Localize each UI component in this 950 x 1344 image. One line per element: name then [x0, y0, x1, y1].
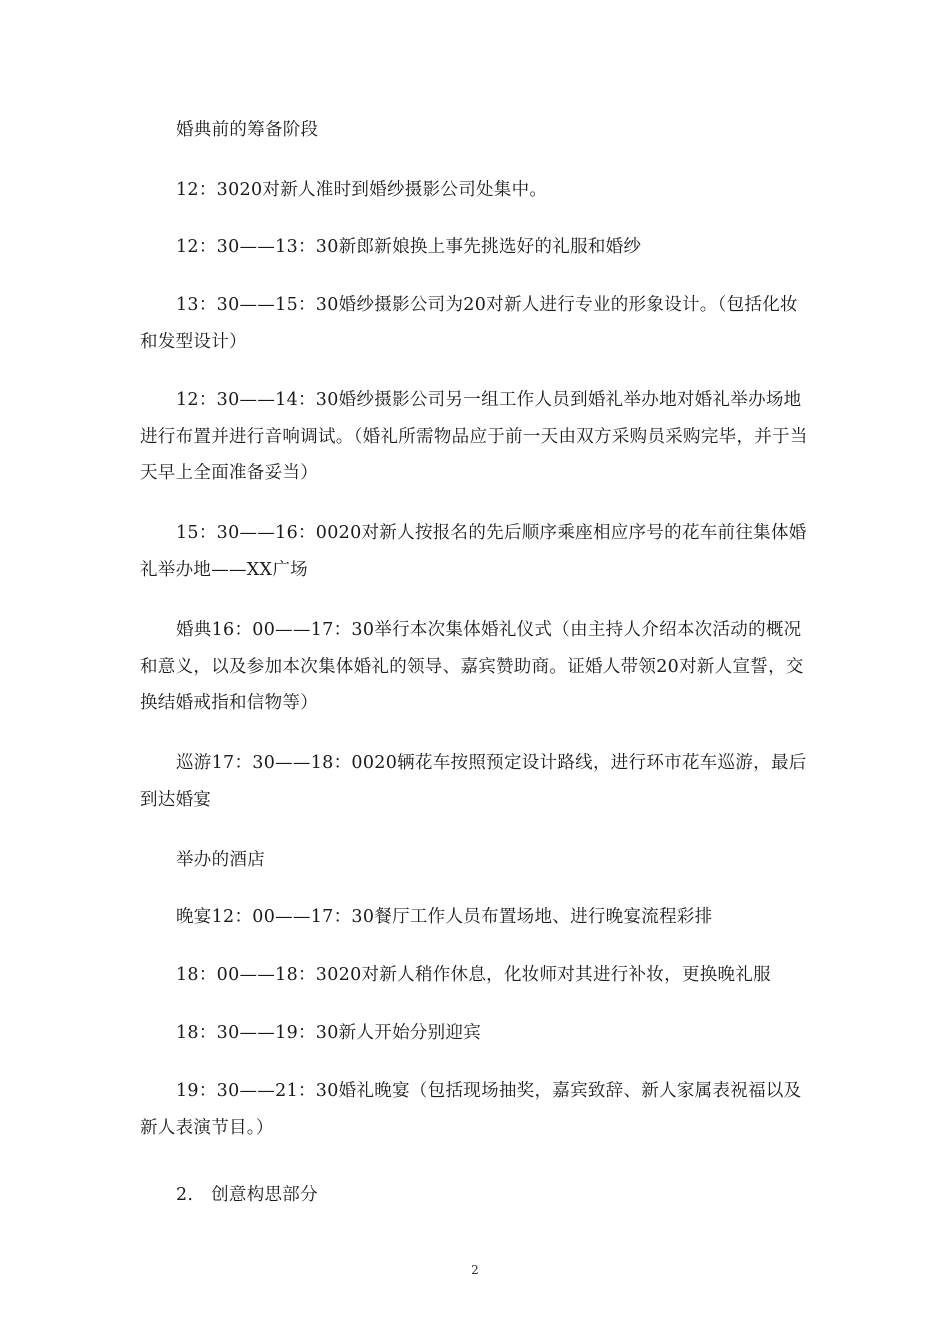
parade-item-continued — [140, 842, 810, 879]
paragraph-text: 晚宴12：00——17：30餐厅工作人员布置场地、进行晚宴流程彩排 — [176, 907, 713, 927]
paragraph-text: 举办的酒店 — [176, 850, 265, 870]
page-number: 2 — [471, 1263, 479, 1277]
schedule-item — [140, 172, 810, 209]
paragraph-text: 巡游17：30——18：0020辆花车按照预定设计路线，进行环市花车巡游，最后到达婚宴 — [140, 753, 807, 810]
schedule-item — [140, 287, 810, 360]
paragraph-text: 12：3020对新人准时到婚纱摄影公司处集中。 — [176, 180, 548, 200]
schedule-item — [140, 229, 810, 266]
banquet-item — [140, 1073, 810, 1146]
paragraph-text: 18：30——19：30新人开始分别迎宾 — [176, 1023, 482, 1043]
paragraph-text: 婚典前的筹备阶段 — [176, 120, 319, 140]
paragraph-text: 婚典16：00——17：30举行本次集体婚礼仪式（由主持人介绍本次活动的概况和意义，以及参加本次集体婚礼的领导、嘉宾赞助商。证婚人带领20对新人宣誓，交换结婚戒指和信物等） — [140, 620, 804, 713]
schedule-item — [140, 515, 810, 588]
section-heading-numbered — [140, 1177, 810, 1214]
banquet-item — [140, 957, 810, 994]
parade-item — [140, 745, 810, 818]
section-heading — [140, 112, 810, 149]
paragraph-text: 19：30——21：30婚礼晚宴（包括现场抽奖，嘉宾致辞、新人家属表祝福以及新人表演节目。） — [140, 1081, 802, 1138]
paragraph-text: 13：30——15：30婚纱摄影公司为20对新人进行专业的形象设计。（包括化妆和发型设计） — [140, 295, 798, 352]
schedule-item — [140, 382, 810, 492]
banquet-item — [140, 1015, 810, 1052]
ceremony-item — [140, 612, 810, 722]
banquet-item — [140, 899, 810, 936]
paragraph-text: 12：30——13：30新郎新娘换上事先挑选好的礼服和婚纱 — [176, 237, 642, 257]
paragraph-text: 18：00——18：3020对新人稍作休息，化妆师对其进行补妆，更换晚礼服 — [176, 965, 771, 985]
paragraph-text: 15：30——16：0020对新人按报名的先后顺序乘座相应序号的花车前往集体婚礼举办地——XX广场 — [140, 523, 807, 580]
paragraph-text: 2. 创意构思部分 — [176, 1185, 318, 1205]
paragraph-text: 12：30——14：30婚纱摄影公司另一组工作人员到婚礼举办地对婚礼举办场地进行布置并进行音响调试。（婚礼所需物品应于前一天由双方采购员采购完毕，并于当天早上全面准备妥当） — [140, 390, 808, 483]
